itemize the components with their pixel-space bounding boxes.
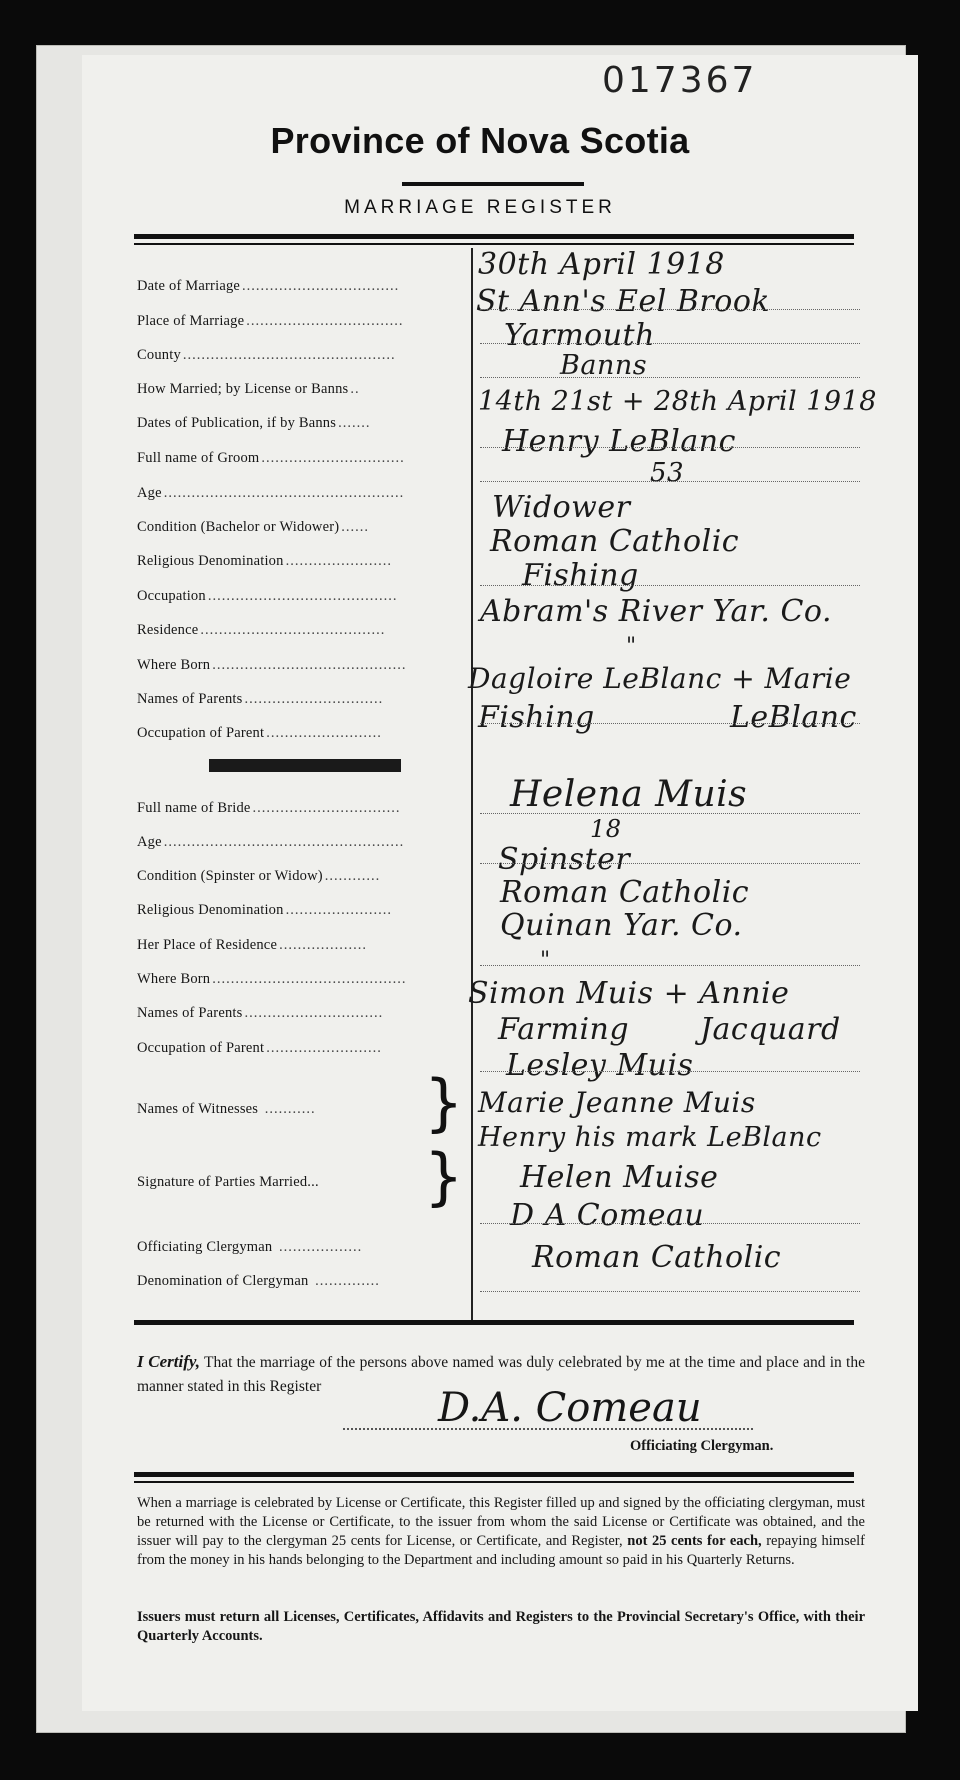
entry-line [480,584,860,586]
value-bride-parents: Simon Muis + Annie [468,976,790,1011]
label-county: County .............................................. [137,347,396,363]
value-bride-religion: Roman Catholic [500,875,750,910]
label-groom-parent-occupation: Occupation of Parent ......................... [137,725,382,741]
notice-rule [134,1472,854,1477]
label-groom-name: Full name of Groom ............................... [137,450,405,466]
entry-line [480,376,860,378]
value-bride-parent-occupation: Farming [498,1012,630,1047]
value-bride-name: Helena Muis [510,774,748,815]
entry-line [480,1070,860,1072]
value-county: Yarmouth [504,318,655,353]
label-clergyman: Officiating Clergyman .................. [137,1239,363,1255]
value-dates-of-publication: 14th 21st + 28th April 1918 [478,386,877,417]
page-subtitle: MARRIAGE REGISTER [344,197,616,218]
notice-bold: not 25 cents for each, [627,1533,762,1549]
value-groom-name: Henry LeBlanc [502,424,736,459]
entry-line [480,1222,860,1224]
signature-line [343,1428,753,1430]
entry-line [480,308,860,310]
label-clergy-denomination: Denomination of Clergyman .............. [137,1273,380,1289]
entry-line [480,1290,860,1292]
value-place-of-marriage: St Ann's Eel Brook [476,284,771,319]
header-rule [134,234,854,239]
notice-rule-thin [134,1481,854,1483]
value-groom-condition: Widower [492,490,631,525]
value-groom-religion: Roman Catholic [490,524,740,559]
label-bride-religion: Religious Denomination ....................... [137,902,392,918]
value-date-of-marriage: 30th April 1918 [478,247,725,282]
label-bride-name: Full name of Bride ................................ [137,800,401,816]
value-witness-2: Marie Jeanne Muis [478,1086,756,1119]
value-groom-age: 53 [650,458,685,488]
label-place-of-marriage: Place of Marriage .................................. [137,313,404,329]
value-bride-condition: Spinster [498,842,631,877]
label-signatures: Signature of Parties Married... [137,1174,319,1190]
notice-tail: repaying himself from the money in his hands belonging to the Department and including amount so paid in his Quarterly Returns. [137,1533,866,1568]
column-divider [471,248,473,1320]
value-bride-parent-extra: Jacquard [700,1012,841,1047]
label-date-of-marriage: Date of Marriage .................................. [137,278,400,294]
entry-line [480,342,860,344]
value-how-married: Banns [560,350,648,381]
label-groom-religion: Religious Denomination ....................... [137,553,392,569]
witnesses-brace: } [424,1066,464,1139]
certify-rule [134,1320,854,1325]
entry-line [480,446,860,448]
entry-line [480,964,860,966]
entry-line [480,722,860,724]
value-groom-where-born: " [626,634,637,659]
value-signature-groom: Henry his mark LeBlanc [478,1122,822,1153]
issuers-notice: Issuers must return all Licenses, Certificates, Affidavits and Registers to the Provincial Secretary's Office, with their Quarterly Accounts. [137,1609,865,1644]
value-groom-parent-extra: LeBlanc [730,700,857,735]
value-groom-parents: Dagloire LeBlanc + Marie [468,662,852,695]
label-groom-age: Age .................................................... [137,485,405,501]
value-clergy-denomination: Roman Catholic [532,1240,782,1275]
page-title: Province of Nova Scotia [270,120,690,161]
value-clergyman: D A Comeau [510,1198,705,1233]
signatures-brace: } [424,1140,464,1213]
entry-line [480,480,860,482]
label-groom-occupation: Occupation ......................................... [137,588,398,604]
label-groom-condition: Condition (Bachelor or Widower) ...... [137,519,370,535]
clergyman-signature: D.A. Comeau [438,1385,702,1431]
label-bride-condition: Condition (Spinster or Widow) ............ [137,868,381,884]
label-how-married: How Married; by License or Banns .. [137,381,360,397]
label-bride-parents: Names of Parents .............................. [137,1005,384,1021]
value-bride-where-born: " [540,948,551,973]
value-witness-1: Lesley Muis [506,1048,694,1083]
label-groom-parents: Names of Parents .............................. [137,691,384,707]
label-bride-residence: Her Place of Residence ................... [137,937,367,953]
section-divider-bar [209,759,401,772]
value-bride-age: 18 [590,815,622,843]
entry-line [480,862,860,864]
value-signature-bride: Helen Muise [520,1160,719,1195]
label-dates-of-publication: Dates of Publication, if by Banns ....... [137,415,371,431]
certify-lead: I Certify, [137,1352,201,1371]
value-groom-occupation: Fishing [522,558,639,593]
value-bride-residence: Quinan Yar. Co. [500,908,743,943]
entry-line [480,812,860,814]
signature-caption: Officiating Clergyman. [630,1438,774,1454]
notice-text: When a marriage is celebrated by License or Certificate, this Register filled up and signed by the officiating clergyman, must be returned with the License or Certificate, to the issuer from whom the said License or Certificate was obtained, and the issuer will pay to the clergyman 25 cents for License, or Certificate, and Register, [137,1495,865,1549]
label-groom-residence: Residence ........................................ [137,622,386,638]
label-bride-where-born: Where Born .......................................... [137,971,407,987]
label-groom-where-born: Where Born .......................................... [137,657,407,673]
instructions-notice [137,1494,865,1570]
label-witnesses: Names of Witnesses ........... [137,1101,316,1117]
title-underline [402,182,584,186]
label-bride-parent-occupation: Occupation of Parent ......................... [137,1040,382,1056]
header-rule-thin [134,243,854,245]
register-number: 017367 [602,60,758,101]
certify-body: That the marriage of the persons above named was duly celebrated by me at the time and place and in the manner stated in this Register [137,1354,865,1395]
value-groom-residence: Abram's River Yar. Co. [480,594,832,629]
label-bride-age: Age .................................................... [137,834,405,850]
value-groom-parent-occupation: Fishing [478,700,595,735]
